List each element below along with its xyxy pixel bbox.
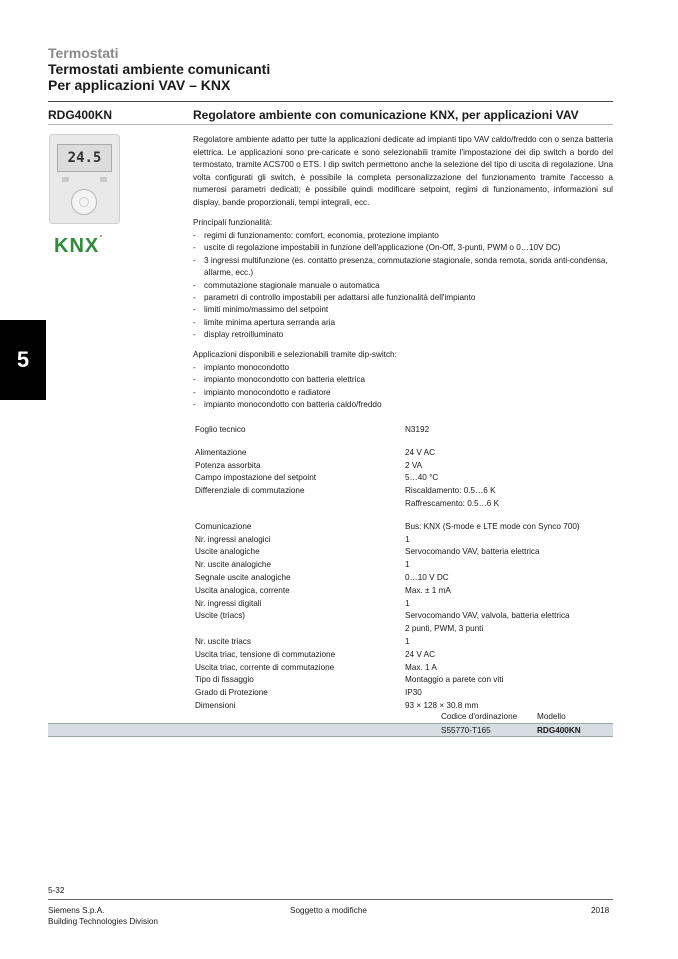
spec-label: Potenza assorbita — [195, 460, 261, 470]
spec-label: Uscita triac, corrente di commutazione — [195, 662, 335, 672]
functions-list — [193, 230, 613, 342]
spec-label: Comunicazione — [195, 521, 252, 531]
table-row — [195, 674, 605, 687]
page-title: Termostati ambiente comunicanti — [48, 61, 271, 77]
spec-value: 2 VA — [405, 460, 423, 470]
product-description — [193, 134, 613, 210]
spec-value: 1 — [405, 560, 410, 570]
product-title: Regolatore ambiente con comunicazione KNX, per applicazioni VAV — [193, 108, 579, 122]
spec-label: Grado di Protezione — [195, 688, 268, 698]
spec-value-line: Servocomando VAV, valvola, batteria elettrica — [405, 611, 570, 621]
knx-logo — [52, 233, 106, 257]
list-item: - impianto monocondotto — [193, 362, 613, 374]
spec-label: Alimentazione — [195, 447, 247, 457]
table-row — [195, 521, 605, 534]
table-row — [195, 572, 605, 585]
spec-value: Max. 1 A — [405, 662, 437, 672]
footer-company: Siemens S.p.A. — [48, 906, 105, 915]
list-item: - impianto monocondotto e radiatore — [193, 387, 613, 399]
description-text: Regolatore ambiente adatto per tutte la applicazioni dedicate ad impianti tipo VAV caldo/freddo con o senza batteria elettrica. Le applicazioni sono pre-caricate e sono selezionabili tramite l'impostazione dei dip switch a bordo del termostato, tramite ACS700 o ETS. I dip switch permettono anche la selezione del tipo di uscita di regolazione. Una volta configurati gli switch, è possibile la completa personalizzazione del funzionamento tramite l'accesso a numerosi parametri dedicati; è possibile quindi modificare setpoint, regimi di funzionamento, informazioni sul display, bande proporzionali, tempi integrali, ecc. — [193, 135, 613, 207]
spec-label: Uscita analogica, corrente — [195, 585, 290, 595]
spec-value: 93 × 128 × 30.8 mm — [405, 700, 479, 710]
order-code-header: Codice d'ordinazione — [441, 712, 518, 721]
spec-label: Uscita triac, tensione di commutazione — [195, 649, 336, 659]
thermostat-display: 24.5 — [57, 144, 112, 172]
thermostat-button — [100, 177, 107, 182]
table-row — [195, 649, 605, 662]
spec-label: Nr. uscite triacs — [195, 636, 251, 646]
spec-value: 1 — [405, 534, 410, 544]
spec-value — [405, 610, 605, 636]
spec-label: Dimensioni — [195, 700, 236, 710]
functions-title: Principali funzionalità: — [193, 218, 273, 227]
spec-value: Bus: KNX (S-mode e LTE mode con Synco 700) — [405, 521, 580, 531]
spec-value — [405, 485, 605, 511]
spec-label: Differenziale di commutazione — [195, 486, 305, 496]
spec-label: Nr. uscite analogiche — [195, 560, 272, 570]
table-row — [195, 610, 605, 636]
footer-year: 2018 — [591, 906, 610, 915]
spec-label: Tipo di fissaggio — [195, 675, 254, 685]
applications-list — [193, 362, 613, 412]
header-divider — [48, 101, 613, 102]
knx-logo-text: KNX — [54, 235, 100, 257]
list-item: - uscite di regolazione impostabili in funzione dell'applicazione (On-Off, 3-punti, PWM o 0…10V DC) — [193, 242, 613, 254]
list-item: - limiti minimo/massimo del setpoint — [193, 304, 613, 316]
spec-value: N3192 — [405, 425, 430, 434]
table-row — [195, 585, 605, 598]
list-item: - parametri di controllo impostabili per adattarsi alle funzionalità dell'impianto — [193, 292, 613, 304]
list-item: - impianto monocondotto con batteria caldo/freddo — [193, 399, 613, 411]
table-row — [195, 485, 605, 511]
spec-label: Uscite (triacs) — [195, 611, 246, 621]
spec-value: Servocomando VAV, batteria elettrica — [405, 547, 540, 557]
footer-divider — [48, 899, 613, 900]
spec-value: 24 V AC — [405, 447, 436, 457]
model-code: RDG400KN — [48, 108, 113, 122]
table-row — [195, 662, 605, 675]
list-item: - impianto monocondotto con batteria elettrica — [193, 374, 613, 386]
spec-value-line: Riscaldamento: 0.5…6 K — [405, 486, 496, 496]
spec-label: Foglio tecnico — [195, 425, 246, 434]
footer-notice: Soggetto a modifiche — [290, 906, 367, 915]
list-item: - 3 ingressi multifunzione (es. contatto presenza, commutazione stagionale, sonda remota, sonda anti-condensa, allarme, ecc.) — [193, 255, 613, 280]
order-code: S55770-T165 — [441, 726, 491, 735]
spec-value-line: 2 punti, PWM, 3 punti — [405, 624, 484, 634]
list-item: - limite minima apertura serranda aria — [193, 317, 613, 329]
chapter-tab — [0, 320, 46, 400]
order-row — [48, 723, 613, 737]
spec-value: Montaggio a parete con viti — [405, 675, 504, 685]
table-row — [195, 460, 605, 473]
table-row — [195, 534, 605, 547]
table-row — [195, 700, 605, 713]
order-model-header: Modello — [537, 712, 566, 721]
spec-value: 1 — [405, 598, 410, 608]
table-row — [195, 424, 605, 437]
spec-value: 24 V AC — [405, 649, 436, 659]
spec-label: Nr. ingressi analogici — [195, 534, 271, 544]
spec-value: 5…40 °C — [405, 473, 439, 483]
thermostat-image — [49, 134, 120, 224]
table-row — [195, 687, 605, 700]
section-divider — [48, 124, 613, 125]
section-category: Termostati — [48, 45, 119, 61]
spec-label: Uscite analogiche — [195, 547, 260, 557]
table-row — [195, 559, 605, 572]
spec-label: Campo impostazione del setpoint — [195, 473, 317, 483]
spec-value: 1 — [405, 636, 410, 646]
table-row — [195, 447, 605, 460]
spec-label: Nr. ingressi digitali — [195, 598, 262, 608]
spec-value: IP30 — [405, 688, 422, 698]
list-item: - regimi di funzionamento: comfort, economia, protezione impianto — [193, 230, 613, 242]
table-row — [195, 636, 605, 649]
order-model: RDG400KN — [537, 726, 581, 735]
spec-value-line: Raffrescamento: 0.5…6 K — [405, 498, 500, 508]
table-row — [195, 598, 605, 611]
page-number: 5-32 — [48, 886, 65, 895]
table-row — [195, 546, 605, 559]
table-row — [195, 472, 605, 485]
thermostat-knob — [71, 189, 97, 215]
list-item: - display retroilluminato — [193, 329, 613, 341]
spec-table — [195, 424, 605, 713]
applications-title: Applicazioni disponibili e selezionabili tramite dip-switch: — [193, 350, 397, 359]
chapter-number: 5 — [16, 347, 30, 372]
spec-value: Max. ± 1 mA — [405, 585, 451, 595]
footer-division: Building Technologies Division — [48, 917, 158, 926]
page-subtitle: Per applicazioni VAV – KNX — [48, 77, 231, 93]
spec-value: 0…10 V DC — [405, 572, 449, 582]
list-item: - commutazione stagionale manuale o automatica — [193, 280, 613, 292]
thermostat-button — [62, 177, 69, 182]
spec-label: Segnale uscite analogiche — [195, 572, 291, 582]
